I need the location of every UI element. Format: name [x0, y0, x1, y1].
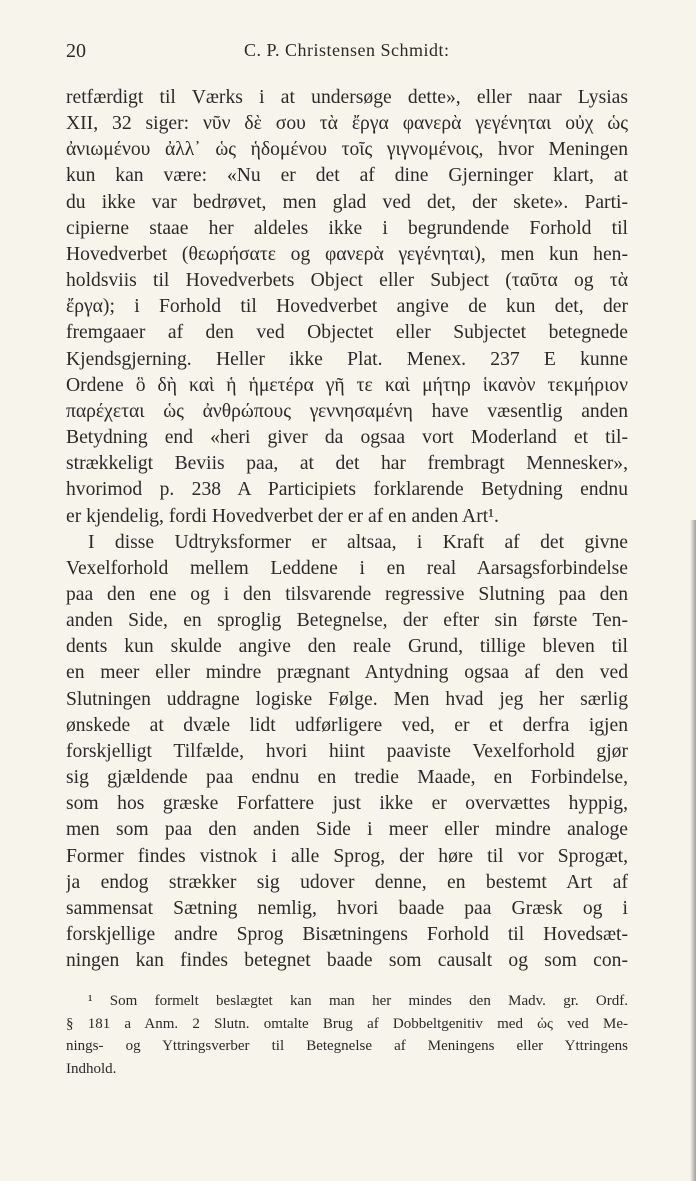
- text-line: Slutningen uddragne logiske Følge. Men hvad jeg her særlig: [66, 688, 628, 710]
- footnote-line: ¹ Som formelt beslægtet kan man her mindes den Madv. gr. Ordf.: [88, 993, 628, 1009]
- text-line: ningen kan findes betegnet baade som causalt og som con-: [66, 950, 628, 972]
- body-text: [66, 85, 628, 974]
- text-line: Betydning end «heri giver da ogsaa vort Moderland et til-: [66, 427, 628, 449]
- page-header: [66, 40, 626, 70]
- footnotes: [66, 990, 628, 1080]
- text-line: paa den ene og i den tilsvarende regressive Slutning paa den: [66, 583, 628, 605]
- text-line: forskjellige andre Sprog Bisætningens Forhold til Hovedsæt-: [66, 924, 628, 945]
- text-line: ἔργα); i Forhold til Hovedverbet angive de kun det, der: [66, 296, 628, 318]
- page-edge-shadow: [690, 520, 696, 1181]
- text-line: dents kun skulde angive den reale Grund, tillige bleven til: [66, 636, 628, 658]
- footnote-line: nings- og Yttringsverber til Betegnelse af Meningens eller Yttringens: [66, 1038, 628, 1054]
- running-head: C. P. Christensen Schmidt:: [244, 40, 450, 60]
- text-line: strækkeligt Beviis paa, at det har frembragt Mennesker»,: [66, 453, 628, 475]
- page-number: 20: [66, 40, 86, 62]
- text-line: ἀνιωμένου ἀλλ᾽ ὡς ἡδομένου τοῖς γιγνομένοις, hvor Meningen: [66, 139, 628, 161]
- text-line: Vexelforhold mellem Leddene i en real Aarsagsforbindelse: [66, 557, 628, 579]
- text-line: holdsviis til Hovedverbets Object eller Subject (ταῦτα og τὰ: [66, 270, 628, 292]
- text-line: Ordene ὃ δὴ καὶ ἡ ἡμετέρα γῆ τε καὶ μήτηρ ἱκανὸν τεκμήριον: [66, 374, 628, 396]
- text-line: παρέχεται ὡς ἀνθρώπους γεννησαμένη have væsentlig anden: [66, 400, 628, 422]
- text-line: kun kan være: «Nu er det af dine Gjerninger klart, at: [66, 165, 628, 187]
- text-line: sammensat Sætning nemlig, hvori baade paa Græsk og i: [66, 897, 628, 919]
- text-line: fremgaaer af den ved Objectet eller Subjectet betegnede: [66, 322, 628, 344]
- text-line: forskjelligt Tilfælde, hvori hiint paaviste Vexelforhold gjør: [66, 740, 628, 762]
- text-line: ønskede at dvæle lidt udførligere ved, er et derfra igjen: [66, 714, 628, 736]
- text-line: hvorimod p. 238 A Participiets forklarende Betydning endnu: [66, 479, 628, 501]
- text-line: Hovedverbet (θεωρήσατε og φανερὰ γεγένηται), men kun hen-: [66, 243, 628, 265]
- footnote-line: Indhold.: [66, 1060, 117, 1077]
- text-line: anden Side, en sproglig Betegnelse, der efter sin første Ten-: [66, 610, 628, 632]
- text-line: du ikke var bedrøvet, men glad ved det, der skete». Parti-: [66, 191, 628, 213]
- text-line: cipierne staae her aldeles ikke i begrundende Forhold til: [66, 217, 628, 239]
- text-line: ja endog strækker sig udover denne, en bestemt Art af: [66, 871, 628, 893]
- text-line: Former findes vistnok i alle Sprog, der høre til vor Sprogæt,: [66, 845, 628, 867]
- text-line: men som paa den anden Side i meer eller mindre analoge: [66, 819, 628, 841]
- text-line: er kjendelig, fordi Hovedverbet der er af en anden Art¹.: [66, 505, 499, 527]
- text-line: XII, 32 siger: νῦν δὲ σου τὰ ἔργα φανερὰ γεγένηται οὐχ ὡς: [66, 113, 628, 135]
- text-line: som hos græske Forfattere just ikke er overvættes hyppig,: [66, 793, 628, 815]
- text-line: en meer eller mindre prægnant Antydning ogsaa af den ved: [66, 662, 628, 684]
- text-line: sig gjældende paa endnu en tredie Maade, en Forbindelse,: [66, 767, 628, 789]
- footnote-line: § 181 a Anm. 2 Slutn. omtalte Brug af Dobbeltgenitiv med ὡς ved Me-: [66, 1015, 628, 1032]
- text-line: retfærdigt til Værks i at undersøge dette», eller naar Lysias: [66, 87, 628, 108]
- text-line: Kjendsgjerning. Heller ikke Plat. Menex. 237 E kunne: [66, 348, 628, 370]
- text-line: I disse Udtryksformer er altsaa, i Kraft af det givne: [88, 531, 628, 553]
